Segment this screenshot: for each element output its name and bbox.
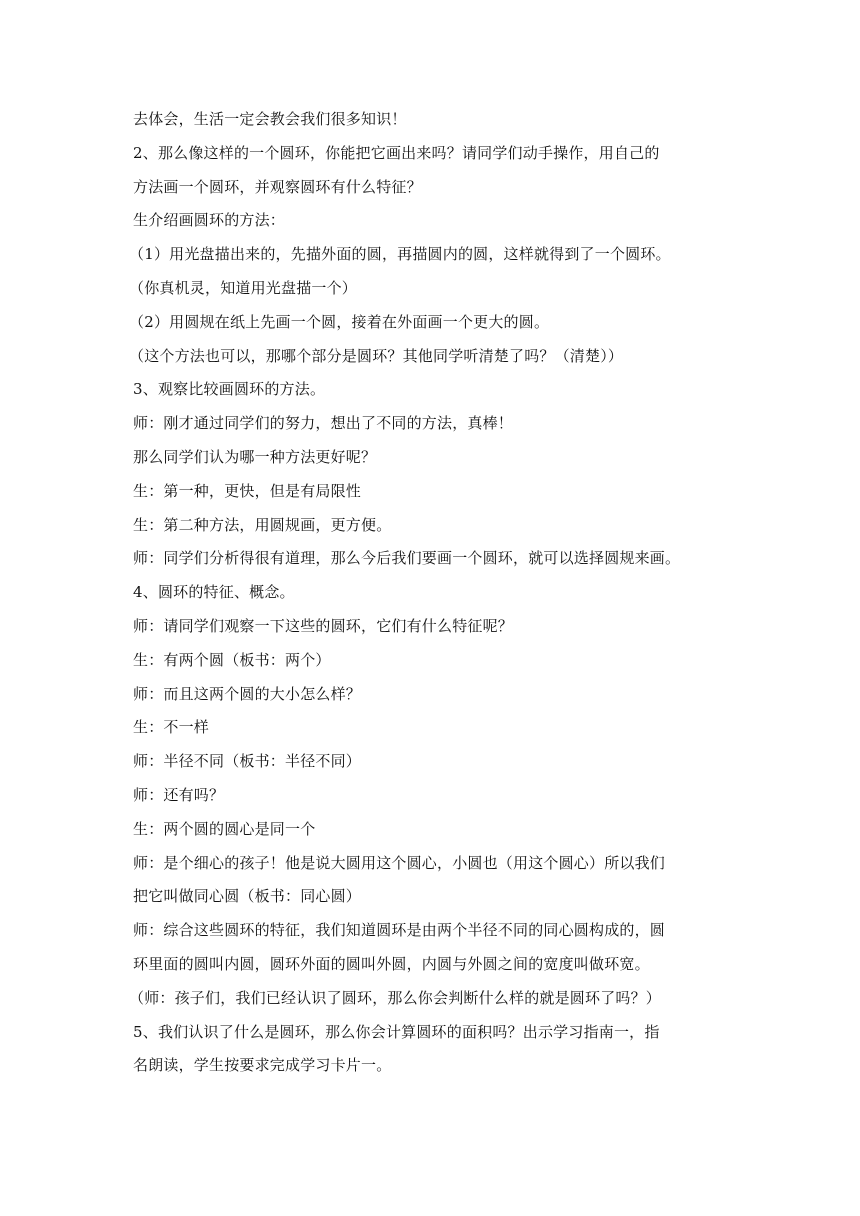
text-line: 师：而且这两个圆的大小怎么样？: [133, 684, 362, 703]
text-line: 4、圆环的特征、概念。: [133, 583, 295, 602]
text-line: （你真机灵，知道用光盘描一个）: [129, 278, 358, 297]
text-line: 生：两个圆的圆心是同一个: [133, 819, 316, 838]
text-line: 师：还有吗？: [133, 785, 225, 804]
text-line: 生：有两个圆（板书：两个）: [133, 650, 331, 669]
text-line: 2、那么像这样的一个圆环，你能把它画出来吗？请同学们动手操作，用自己的: [133, 143, 660, 162]
text-line: 名朗读，学生按要求完成学习卡片一。: [133, 1056, 392, 1075]
text-line: 师：是个细心的孩子！他是说大圆用这个圆心，小圆也（用这个圆心）所以我们: [133, 853, 666, 872]
text-line: 去体会，生活一定会教会我们很多知识！: [133, 110, 407, 128]
text-line: 师：同学们分析得很有道理，那么今后我们要画一个圆环，就可以选择圆规来画。: [133, 549, 681, 568]
text-line: 师：半径不同（板书：半径不同）: [133, 752, 362, 771]
text-line: 那么同学们认为哪一种方法更好呢？: [133, 447, 377, 466]
text-line: 方法画一个圆环，并观察圆环有什么特征？: [133, 177, 422, 196]
text-line: 环里面的圆叫内圆，圆环外面的圆叫外圆，内圆与外圆之间的宽度叫做环宽。: [133, 954, 650, 973]
text-line: 把它叫做同心圆（板书：同心圆）: [133, 887, 362, 906]
text-line: 生：第二种方法，用圆规画，更方便。: [133, 515, 392, 534]
text-line: 师：请同学们观察一下这些的圆环，它们有什么特征呢？: [133, 616, 514, 635]
document-body: [129, 103, 743, 1083]
text-line: 生：不一样: [133, 718, 210, 737]
text-line: （这个方法也可以，那哪个部分是圆环？其他同学听清楚了吗？（清楚））: [129, 346, 624, 365]
text-line: （师：孩子们，我们已经认识了圆环，那么你会判断什么样的就是圆环了吗？）: [129, 988, 662, 1007]
text-line: （2）用圆规在纸上先画一个圆，接着在外面画一个更大的圆。: [129, 312, 550, 331]
text-line: 3、观察比较画圆环的方法。: [133, 380, 326, 399]
text-line: 生：第一种，更快，但是有局限性: [133, 481, 362, 500]
text-line: 5、我们认识了什么是圆环，那么你会计算圆环的面积吗？出示学习指南一，指: [133, 1022, 660, 1041]
text-line: 师：综合这些圆环的特征，我们知道圆环是由两个半径不同的同心圆构成的，圆: [133, 921, 666, 940]
text-line: （1）用光盘描出来的，先描外面的圆，再描圆内的圆，这样就得到了一个圆环。: [129, 245, 671, 264]
text-line: 生介绍画圆环的方法：: [133, 211, 286, 230]
text-line: 师：刚才通过同学们的努力，想出了不同的方法，真棒！: [133, 414, 514, 433]
